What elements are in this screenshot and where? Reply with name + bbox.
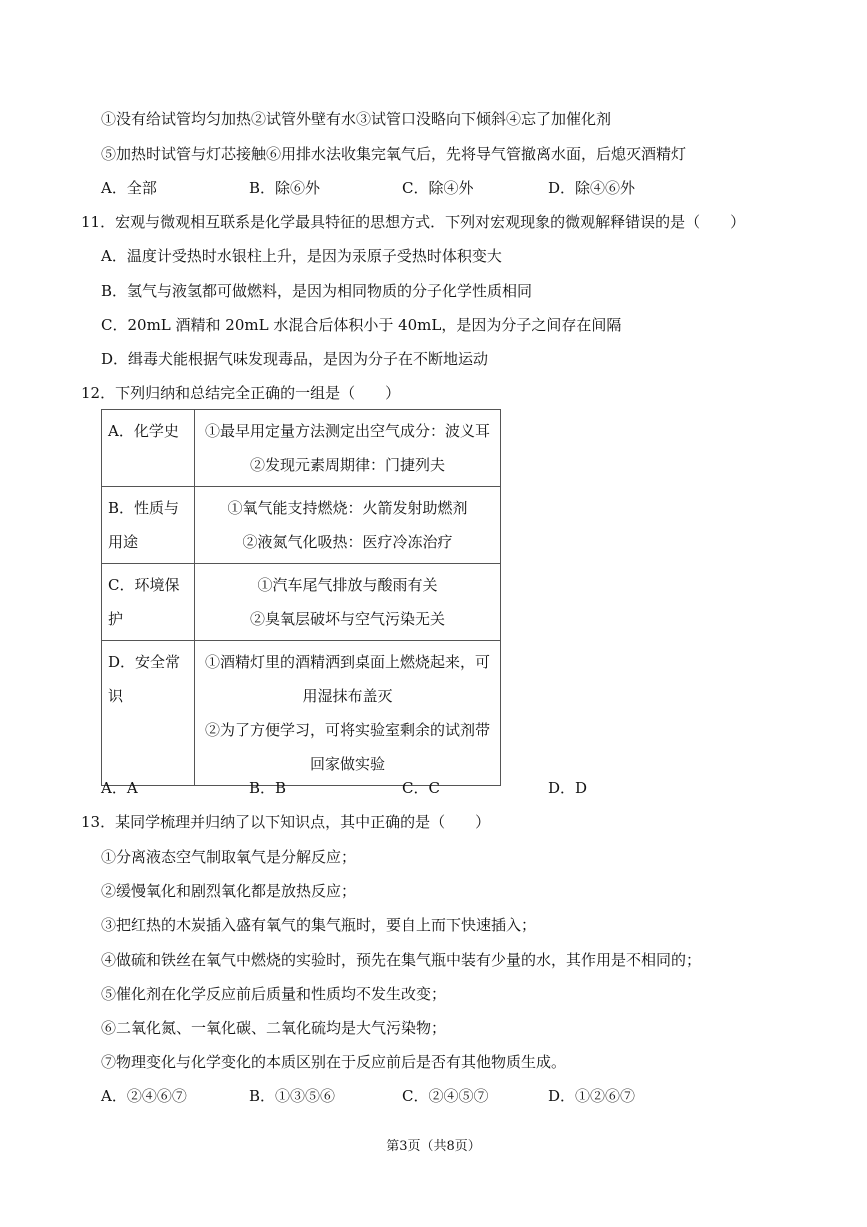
q12-row-c (102, 564, 501, 641)
q13-stem: 13．某同学梳理并归纳了以下知识点，其中正确的是（ ） (81, 813, 491, 831)
q13-options (101, 1085, 801, 1107)
q10-options (101, 177, 801, 199)
q13-option-c: C．②④⑤⑦ (402, 1087, 489, 1105)
q13-statement-1: ①分离液态空气制取氧气是分解反应； (101, 848, 357, 866)
q12-row-d-item-2: ②为了方便学习，可将实验室剩余的试剂带回家做实验 (204, 721, 490, 773)
q10-option-a: A．全部 (101, 179, 157, 197)
q12-row-b-category: B．性质与用途 (102, 487, 195, 564)
q13-option-a: A．②④⑥⑦ (101, 1087, 187, 1105)
q13-statement-4: ④做硫和铁丝在氧气中燃烧的实验时，预先在集气瓶中装有少量的水，其作用是不相同的； (101, 951, 702, 969)
page-number-footer: 第3页（共8页） (386, 1139, 481, 1154)
q11-option-d: D．缉毒犬能根据气味发现毒品，是因为分子在不断地运动 (101, 350, 489, 368)
q12-row-d-item-1: ①酒精灯里的酒精洒到桌面上燃烧起来，可用湿抹布盖灭 (204, 653, 490, 705)
q12-row-b (102, 487, 501, 564)
q12-table (101, 409, 501, 786)
q10-option-c: C．除④外 (402, 179, 474, 197)
q12-row-b-item-1: ①氧气能支持燃烧：火箭发射助燃剂 (227, 499, 468, 517)
q12-row-c-items (195, 564, 501, 641)
q12-row-b-items (195, 487, 501, 564)
q12-option-a: A．A (101, 779, 138, 797)
q11-stem: 11．宏观与微观相互联系是化学最具特征的思想方式．下列对宏观现象的微观解释错误的是（ ） (81, 213, 746, 231)
q12-row-d (102, 641, 501, 786)
q12-row-d-items (195, 641, 501, 786)
q12-row-a-item-1: ①最早用定量方法测定出空气成分：波义耳 (204, 422, 490, 440)
q12-row-c-category: C．环境保护 (102, 564, 195, 641)
q12-row-a (102, 410, 501, 487)
q12-row-d-category: D．安全常识 (102, 641, 195, 786)
q13-statement-7: ⑦物理变化与化学变化的本质区别在于反应前后是否有其他物质生成。 (101, 1053, 567, 1071)
q12-row-a-item-2: ②发现元素周期律：门捷列夫 (249, 456, 445, 474)
q11-option-a: A．温度计受热时水银柱上升，是因为汞原子受热时体积变大 (101, 247, 502, 265)
q10-option-b: B．除⑥外 (249, 179, 321, 197)
q12-row-c-item-2: ②臭氧层破坏与空气污染无关 (249, 610, 445, 628)
q11-option-b: B．氢气与液氢都可做燃料，是因为相同物质的分子化学性质相同 (101, 282, 533, 300)
q12-option-d: D．D (548, 779, 588, 797)
q12-stem: 12．下列归纳和总结完全正确的一组是（ ） (81, 384, 401, 402)
q13-statement-6: ⑥二氧化氮、一氧化碳、二氧化硫均是大气污染物； (101, 1019, 447, 1037)
q12-row-c-item-1: ①汽车尾气排放与酸雨有关 (257, 576, 438, 594)
q10-option-d: D．除④⑥外 (548, 179, 636, 197)
q13-statement-3: ③把红热的木炭插入盛有氧气的集气瓶时，要自上而下快速插入； (101, 916, 537, 934)
q12-row-a-items (195, 410, 501, 487)
q13-option-d: D．①②⑥⑦ (548, 1087, 636, 1105)
q12-row-a-category: A．化学史 (102, 410, 195, 487)
q10-line-1: ①没有给试管均匀加热②试管外壁有水③试管口没略向下倾斜④忘了加催化剂 (101, 110, 612, 128)
q13-statement-2: ②缓慢氧化和剧烈氧化都是放热反应； (101, 882, 357, 900)
q10-line-2: ⑤加热时试管与灯芯接触⑥用排水法收集完氧气后，先将导气管撤离水面，后熄灭酒精灯 (101, 145, 687, 163)
q12-option-c: C．C (402, 779, 440, 797)
q13-option-b: B．①③⑤⑥ (249, 1087, 336, 1105)
q12-options (101, 777, 801, 799)
q12-row-b-item-2: ②液氮气化吸热：医疗冷冻治疗 (242, 533, 453, 551)
q13-statement-5: ⑤催化剂在化学反应前后质量和性质均不发生改变； (101, 985, 447, 1003)
q12-option-b: B．B (249, 779, 287, 797)
q11-option-c: C．20mL 酒精和 20mL 水混合后体积小于 40mL，是因为分子之间存在间隔 (101, 316, 622, 334)
